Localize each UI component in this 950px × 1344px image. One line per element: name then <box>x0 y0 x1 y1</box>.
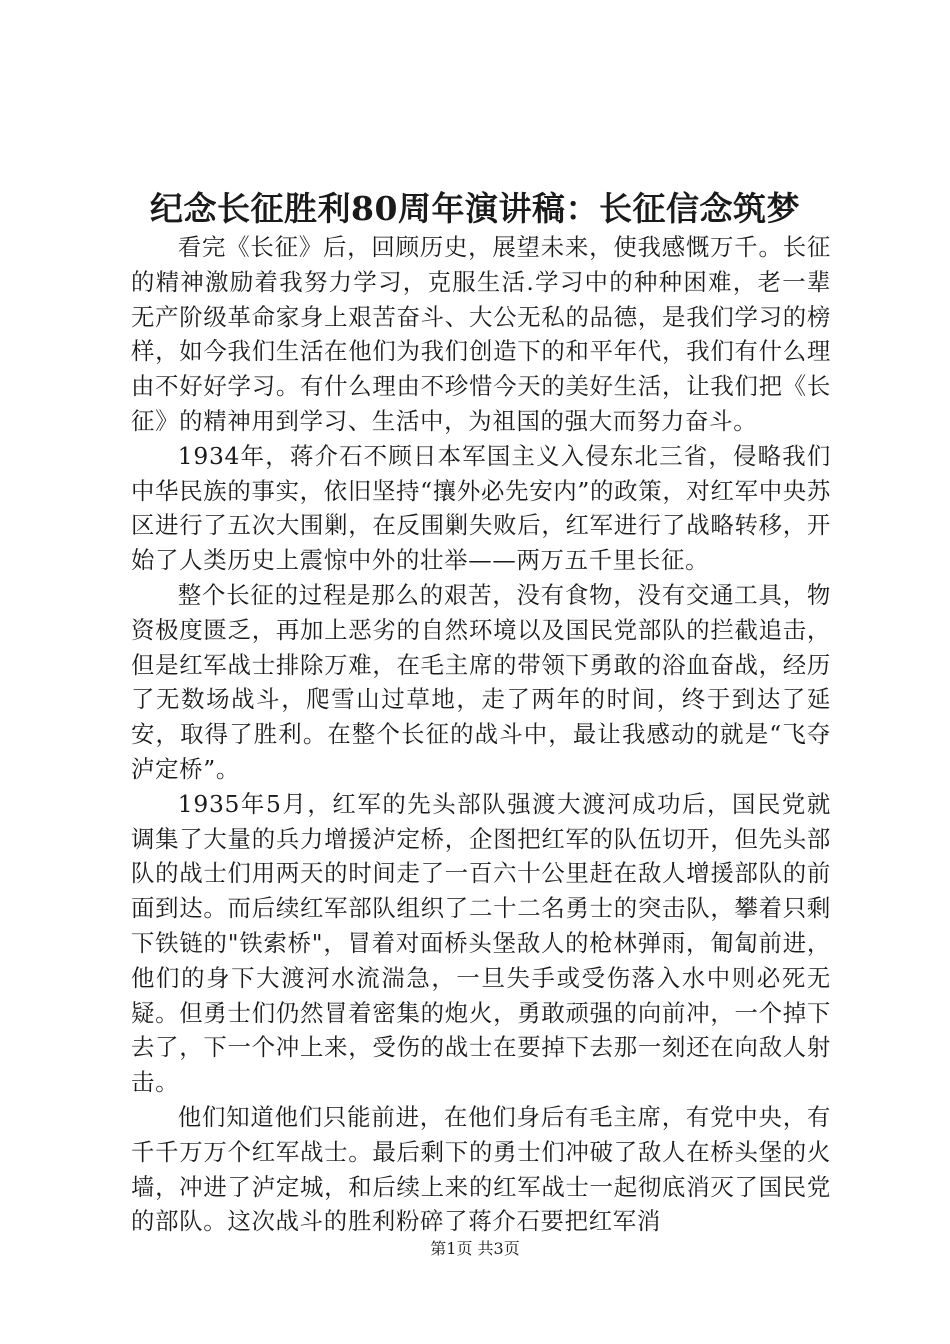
paragraph: 看完《长征》后，回顾历史，展望未来，使我感慨万千。长征的精神激励着我努力学习，克服生活.学习中的种种困难，老一辈无产阶级革命家身上艰苦奋斗、大公无私的品德，是我们学习的榜样，如今我们生活在他们为我们创造下的和平年代，我们有什么理由不好好学习。有什么理由不珍惜今天的美好生活，让我们把《长征》的精神用到学习、生活中，为祖国的强大而努力奋斗。 <box>131 233 831 435</box>
document-title: 纪念长征胜利80周年演讲稿：长征信念筑梦 <box>150 189 800 228</box>
paragraph: 1935年5月，红军的先头部队强渡大渡河成功后，国民党就调集了大量的兵力增援泸定桥，企图把红军的队伍切开，但先头部队的战士们用两天的时间走了一百六十公里赶在敌人增援部队的前面到达。而后续红军部队组织了二十二名勇士的突击队，攀着只剩下铁链的"铁索桥"，冒着对面桥头堡敌人的枪林弹雨，匍匐前进，他们的身下大渡河水流湍急，一旦失手或受伤落入水中则必死无疑。但勇士们仍然冒着密集的炮火，勇敢顽强的向前冲，一个掉下去了，下一个冲上来，受伤的战士在要掉下去那一刻还在向敌人射击。 <box>131 789 831 1097</box>
paragraph: 1934年，蒋介石不顾日本军国主义入侵东北三省，侵略我们中华民族的事实，依旧坚持“攘外必先安内”的政策，对红军中央苏区进行了五次大围剿，在反围剿失败后，红军进行了战略转移，开始了人类历史上震惊中外的壮举——两万五千里长征。 <box>131 441 831 575</box>
paragraph: 他们知道他们只能前进，在他们身后有毛主席，有党中央，有千千万万个红军战士。最后剩下的勇士们冲破了敌人在桥头堡的火墙，冲进了泸定城，和后续上来的红军战士一起彻底消灭了国民党的部队。这次战斗的胜利粉碎了蒋介石要把红军消 <box>131 1102 831 1236</box>
paragraph: 整个长征的过程是那么的艰苦，没有食物，没有交通工具，物资极度匮乏，再加上恶劣的自然环境以及国民党部队的拦截追击，但是红军战士排除万难，在毛主席的带领下勇敢的浴血奋战，经历了无数场战斗，爬雪山过草地，走了两年的时间，终于到达了延安，取得了胜利。在整个长征的战斗中，最让我感动的就是“飞夺泸定桥”。 <box>131 580 831 783</box>
document-body <box>131 230 831 1239</box>
page-footer: 第1页 共3页 <box>430 1239 520 1258</box>
